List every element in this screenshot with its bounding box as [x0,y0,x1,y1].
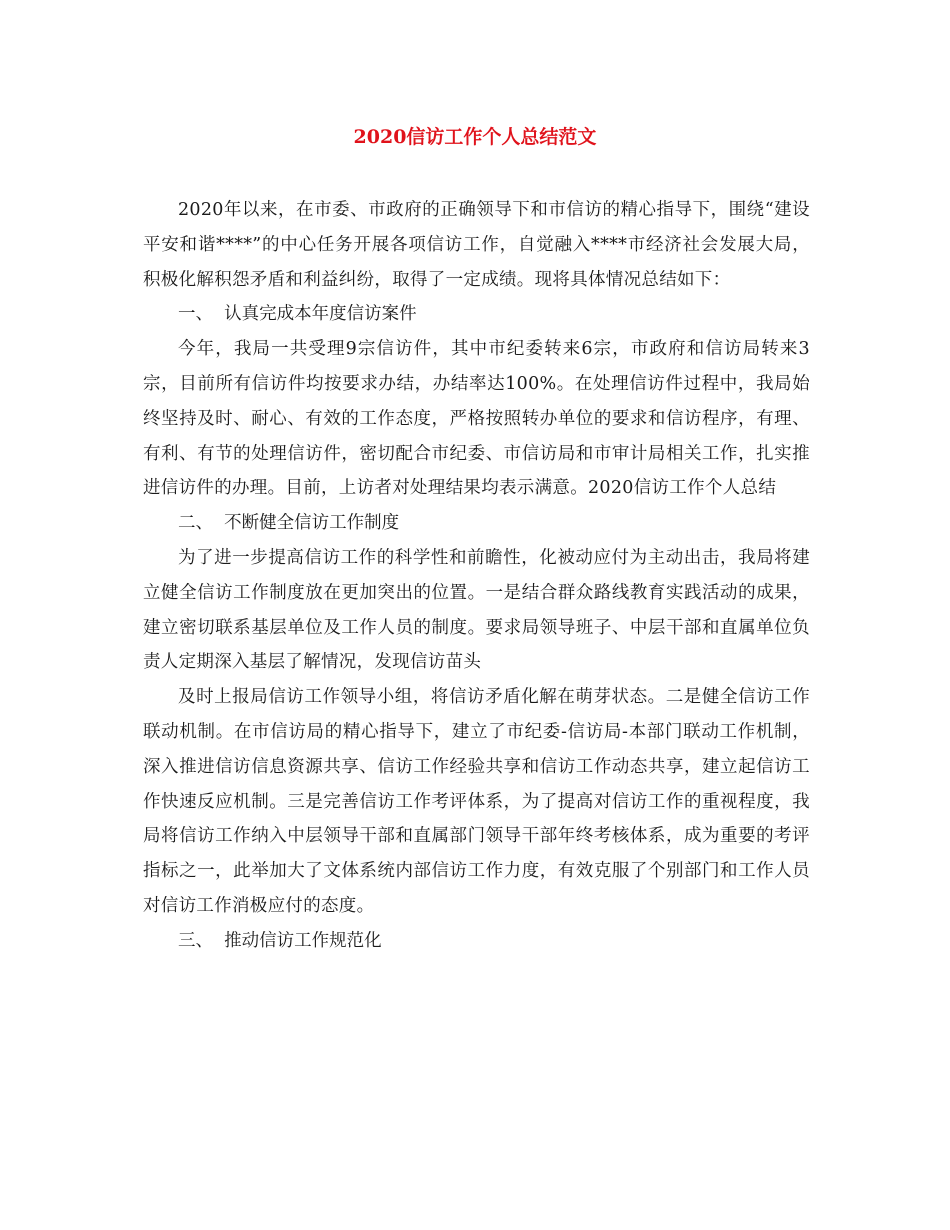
section-heading-2: 二、 不断健全信访工作制度 [178,513,400,534]
section-2-paragraph-2: 及时上报局信访工作领导小组，将信访矛盾化解在萌芽状态。二是健全信访工作联动机制。在市信访局的精心指导下，建立了市纪委-信访局-本部门联动工作机制，深入推进信访信息资源共享、信访工作经验共享和信访工作动态共享，建立起信访工作快速反应机制。三是完善信访工作考评体系，为了提高对信访工作的重视程度，我局将信访工作纳入中层领导干部和直属部门领导干部年终考核体系，成为重要的考评指标之一，此举加大了文体系统内部信访工作力度，有效克服了个别部门和工作人员对信访工作消极应付的态度。 [143,687,810,916]
intro-paragraph: 2020年以来，在市委、市政府的正确领导下和市信访的精心指导下，围绕“建设平安和谐****”的中心任务开展各项信访工作，自觉融入****市经济社会发展大局，积极化解积怨矛盾和利益纠纷，取得了一定成绩。现将具体情况总结如下： [143,200,810,290]
section-1-paragraph: 今年，我局一共受理9宗信访件，其中市纪委转来6宗，市政府和信访局转来3宗，目前所有信访件均按要求办结，办结率达100%。在处理信访件过程中，我局始终坚持及时、耐心、有效的工作态度，严格按照转办单位的要求和信访程序，有理、有利、有节的处理信访件，密切配合市纪委、市信访局和市审计局相关工作，扎实推进信访件的办理。目前，上访者对处理结果均表示满意。2020信访工作个人总结 [143,339,810,499]
section-heading-1: 一、 认真完成本年度信访案件 [178,304,417,325]
section-2-paragraph-1: 为了进一步提高信访工作的科学性和前瞻性，化被动应付为主动出击，我局将建立健全信访工作制度放在更加突出的位置。一是结合群众路线教育实践活动的成果，建立密切联系基层单位及工作人员的制度。要求局领导班子、中层干部和直属单位负责人定期深入基层了解情况，发现信访苗头 [143,547,810,673]
section-heading-3: 三、 推动信访工作规范化 [178,930,382,951]
document-body [143,193,810,959]
document-title: 2020信访工作个人总结范文 [353,126,597,148]
